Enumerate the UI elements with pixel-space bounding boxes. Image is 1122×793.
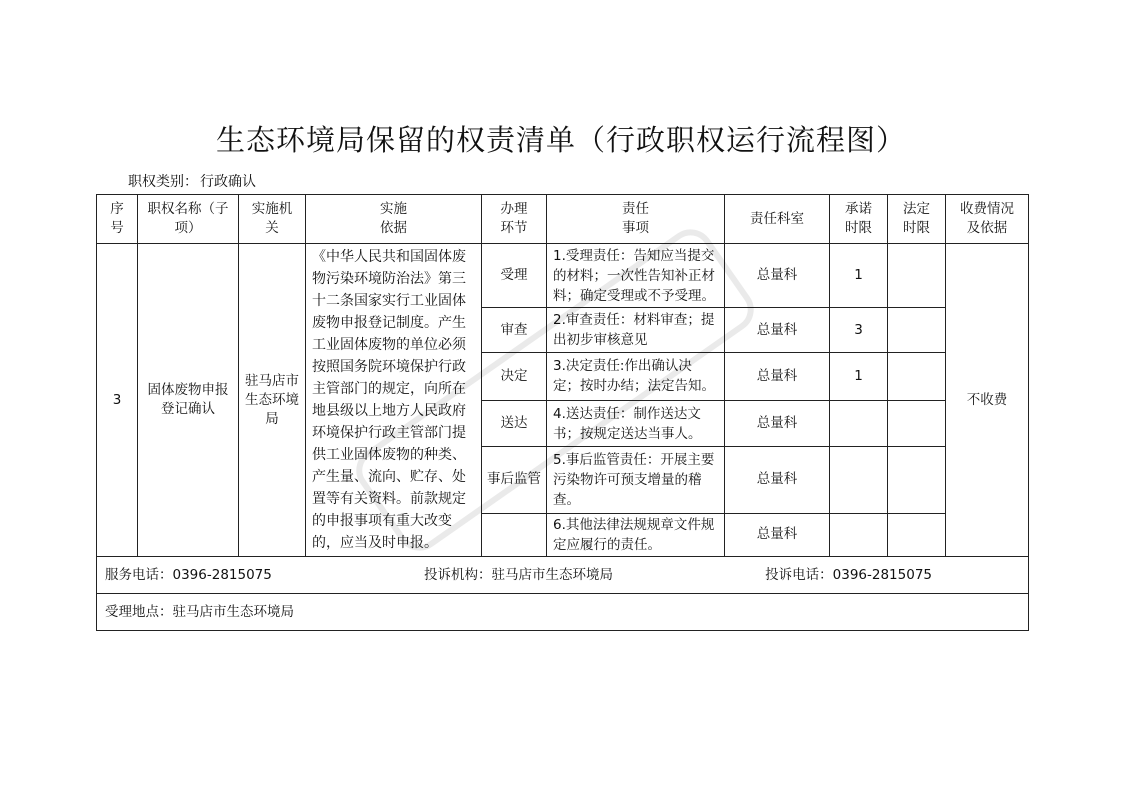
record-fee: 不收费	[946, 244, 1029, 557]
header-basis: 实施 依据	[306, 195, 482, 244]
legal-cell	[888, 308, 946, 352]
record-name: 固体废物申报登记确认	[138, 244, 239, 557]
complaint-org: 投诉机构：驻马店市生态环境局	[424, 566, 613, 583]
page-title: 生态环境局保留的权责清单（行政职权运行流程图）	[215, 123, 906, 157]
step-cell: 事后监管	[482, 447, 547, 513]
legal-cell	[888, 513, 946, 556]
footer-contact-row	[97, 557, 1029, 594]
promise-cell	[830, 447, 888, 513]
dept-cell: 总量科	[725, 308, 830, 352]
dept-cell: 总量科	[725, 400, 830, 446]
header-row	[97, 195, 1029, 244]
step-cell: 送达	[482, 400, 547, 446]
duty-cell: 5.事后监管责任：开展主要污染物许可预支增量的稽查。	[547, 447, 725, 513]
table-row	[97, 244, 1029, 308]
duty-cell: 4.送达责任：制作送达文书；按规定送达当事人。	[547, 400, 725, 446]
step-cell: 审查	[482, 308, 547, 352]
legal-cell	[888, 447, 946, 513]
dept-cell: 总量科	[725, 447, 830, 513]
step-cell: 决定	[482, 352, 547, 400]
category-line	[128, 171, 258, 191]
dept-cell: 总量科	[725, 244, 830, 308]
duty-cell: 3.决定责任:作出确认决定；按时办结；法定告知。	[547, 352, 725, 400]
promise-cell	[830, 513, 888, 556]
responsibility-table	[96, 194, 1029, 631]
complaint-phone: 投诉电话：0396-2815075	[765, 566, 932, 583]
dept-cell: 总量科	[725, 352, 830, 400]
header-seq: 序 号	[97, 195, 138, 244]
record-basis: 《中华人民共和国固体废物污染环境防治法》第三十二条国家实行工业固体废物申报登记制度。产生工业固体废物的单位必须按照国务院环境保护行政主管部门的规定，向所在地县级以上地方人民政府环境保护行政主管部门提供工业固体废物的种类、产生量、流向、贮存、处置等有关资料。前款规定的申报事项有重大改变的，应当及时申报。	[306, 244, 482, 557]
header-agency: 实施机 关	[239, 195, 306, 244]
category-label: 职权类别：	[128, 174, 198, 190]
header-name: 职权名称（子 项）	[138, 195, 239, 244]
category-value: 行政确认	[200, 174, 256, 190]
promise-cell: 1	[830, 244, 888, 308]
promise-cell	[830, 400, 888, 446]
step-cell	[482, 513, 547, 556]
duty-cell: 1.受理责任：告知应当提交的材料；一次性告知补正材料；确定受理或不予受理。	[547, 244, 725, 308]
service-phone: 服务电话：0396-2815075	[105, 566, 272, 583]
address: 受理地点：驻马店市生态环境局	[97, 594, 1029, 631]
legal-cell	[888, 244, 946, 308]
promise-cell: 3	[830, 308, 888, 352]
dept-cell: 总量科	[725, 513, 830, 556]
duty-cell: 6.其他法律法规规章文件规定应履行的责任。	[547, 513, 725, 556]
promise-cell: 1	[830, 352, 888, 400]
header-legal: 法定 时限	[888, 195, 946, 244]
legal-cell	[888, 400, 946, 446]
header-duty: 责任 事项	[547, 195, 725, 244]
footer-address-row	[97, 594, 1029, 631]
duty-cell: 2.审查责任：材料审查；提出初步审核意见	[547, 308, 725, 352]
header-step: 办理 环节	[482, 195, 547, 244]
header-dept: 责任科室	[725, 195, 830, 244]
step-cell: 受理	[482, 244, 547, 308]
legal-cell	[888, 352, 946, 400]
record-agency: 驻马店市生态环境局	[239, 244, 306, 557]
header-promise: 承诺 时限	[830, 195, 888, 244]
header-fee: 收费情况 及依据	[946, 195, 1029, 244]
record-seq: 3	[97, 244, 138, 557]
